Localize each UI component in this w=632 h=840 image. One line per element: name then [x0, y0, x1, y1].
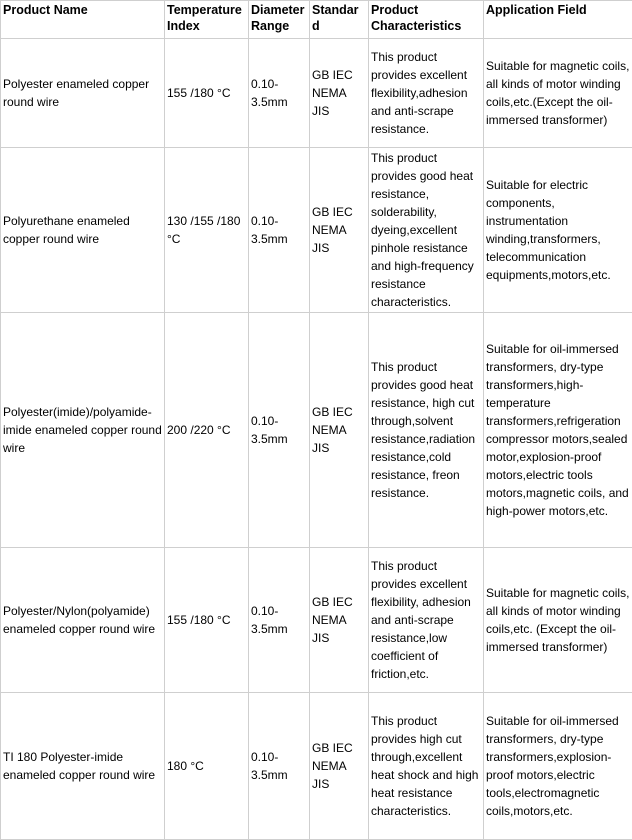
- cell-temperature-index: 130 /155 /180 °C: [165, 148, 249, 313]
- cell-application-field: Suitable for magnetic coils, all kinds of motor winding coils,etc. (Except the oil-immersed transformer): [484, 548, 632, 693]
- cell-product-name: Polyester(imide)/polyamide-imide enameled copper round wire: [1, 313, 165, 548]
- cell-diameter-range: 0.10-3.5mm: [249, 39, 310, 148]
- cell-standard: GB IEC NEMA JIS: [310, 548, 369, 693]
- cell-application-field: Suitable for magnetic coils, all kinds of motor winding coils,etc.(Except the oil-immersed transformer): [484, 39, 632, 148]
- cell-diameter-range: 0.10-3.5mm: [249, 693, 310, 840]
- table-header-row: [1, 1, 632, 39]
- cell-application-field: Suitable for oil-immersed transformers, dry-type transformers,high-temperature transformers,refrigeration compressor motors,sealed motor,explosion-proof motors,electric tools motors,magnetic coils, and high-power motors,etc.: [484, 313, 632, 548]
- cell-product-characteristics: This product provides good heat resistance, solderability, dyeing,excellent pinhole resistance and high-frequency resistance characteristics.: [369, 148, 484, 313]
- table-row: [1, 148, 632, 313]
- cell-product-characteristics: This product provides excellent flexibility, adhesion and anti-scrape resistance,low coefficient of friction,etc.: [369, 548, 484, 693]
- cell-diameter-range: 0.10-3.5mm: [249, 548, 310, 693]
- header-application-field: Application Field: [484, 1, 632, 39]
- cell-temperature-index: 155 /180 °C: [165, 39, 249, 148]
- cell-product-name: Polyester/Nylon(polyamide) enameled copper round wire: [1, 548, 165, 693]
- header-standard: Standard: [310, 1, 369, 39]
- table-row: [1, 39, 632, 148]
- header-product-name: Product Name: [1, 1, 165, 39]
- table-row: [1, 693, 632, 840]
- cell-application-field: Suitable for oil-immersed transformers, dry-type transformers,explosion-proof motors,electric tools,electromagnetic coils,motors,etc.: [484, 693, 632, 840]
- table-row: [1, 548, 632, 693]
- cell-temperature-index: 180 °C: [165, 693, 249, 840]
- cell-product-characteristics: This product provides excellent flexibility,adhesion and anti-scrape resistance.: [369, 39, 484, 148]
- cell-diameter-range: 0.10-3.5mm: [249, 148, 310, 313]
- cell-diameter-range: 0.10-3.5mm: [249, 313, 310, 548]
- header-diameter-range: Diameter Range: [249, 1, 310, 39]
- cell-application-field: Suitable for electric components, instrumentation winding,transformers, telecommunication equipments,motors,etc.: [484, 148, 632, 313]
- header-product-characteristics: Product Characteristics: [369, 1, 484, 39]
- cell-product-characteristics: This product provides good heat resistance, high cut through,solvent resistance,radiation resistance,cold resistance, freon resistance.: [369, 313, 484, 548]
- cell-temperature-index: 155 /180 °C: [165, 548, 249, 693]
- cell-product-name: Polyurethane enameled copper round wire: [1, 148, 165, 313]
- cell-product-name: TI 180 Polyester-imide enameled copper round wire: [1, 693, 165, 840]
- table-row: [1, 313, 632, 548]
- cell-product-name: Polyester enameled copper round wire: [1, 39, 165, 148]
- cell-standard: GB IEC NEMA JIS: [310, 148, 369, 313]
- cell-standard: GB IEC NEMA JIS: [310, 693, 369, 840]
- cell-product-characteristics: This product provides high cut through,excellent heat shock and high heat resistance characteristics.: [369, 693, 484, 840]
- cell-standard: GB IEC NEMA JIS: [310, 39, 369, 148]
- cell-temperature-index: 200 /220 °C: [165, 313, 249, 548]
- cell-standard: GB IEC NEMA JIS: [310, 313, 369, 548]
- header-temperature-index: Temperature Index: [165, 1, 249, 39]
